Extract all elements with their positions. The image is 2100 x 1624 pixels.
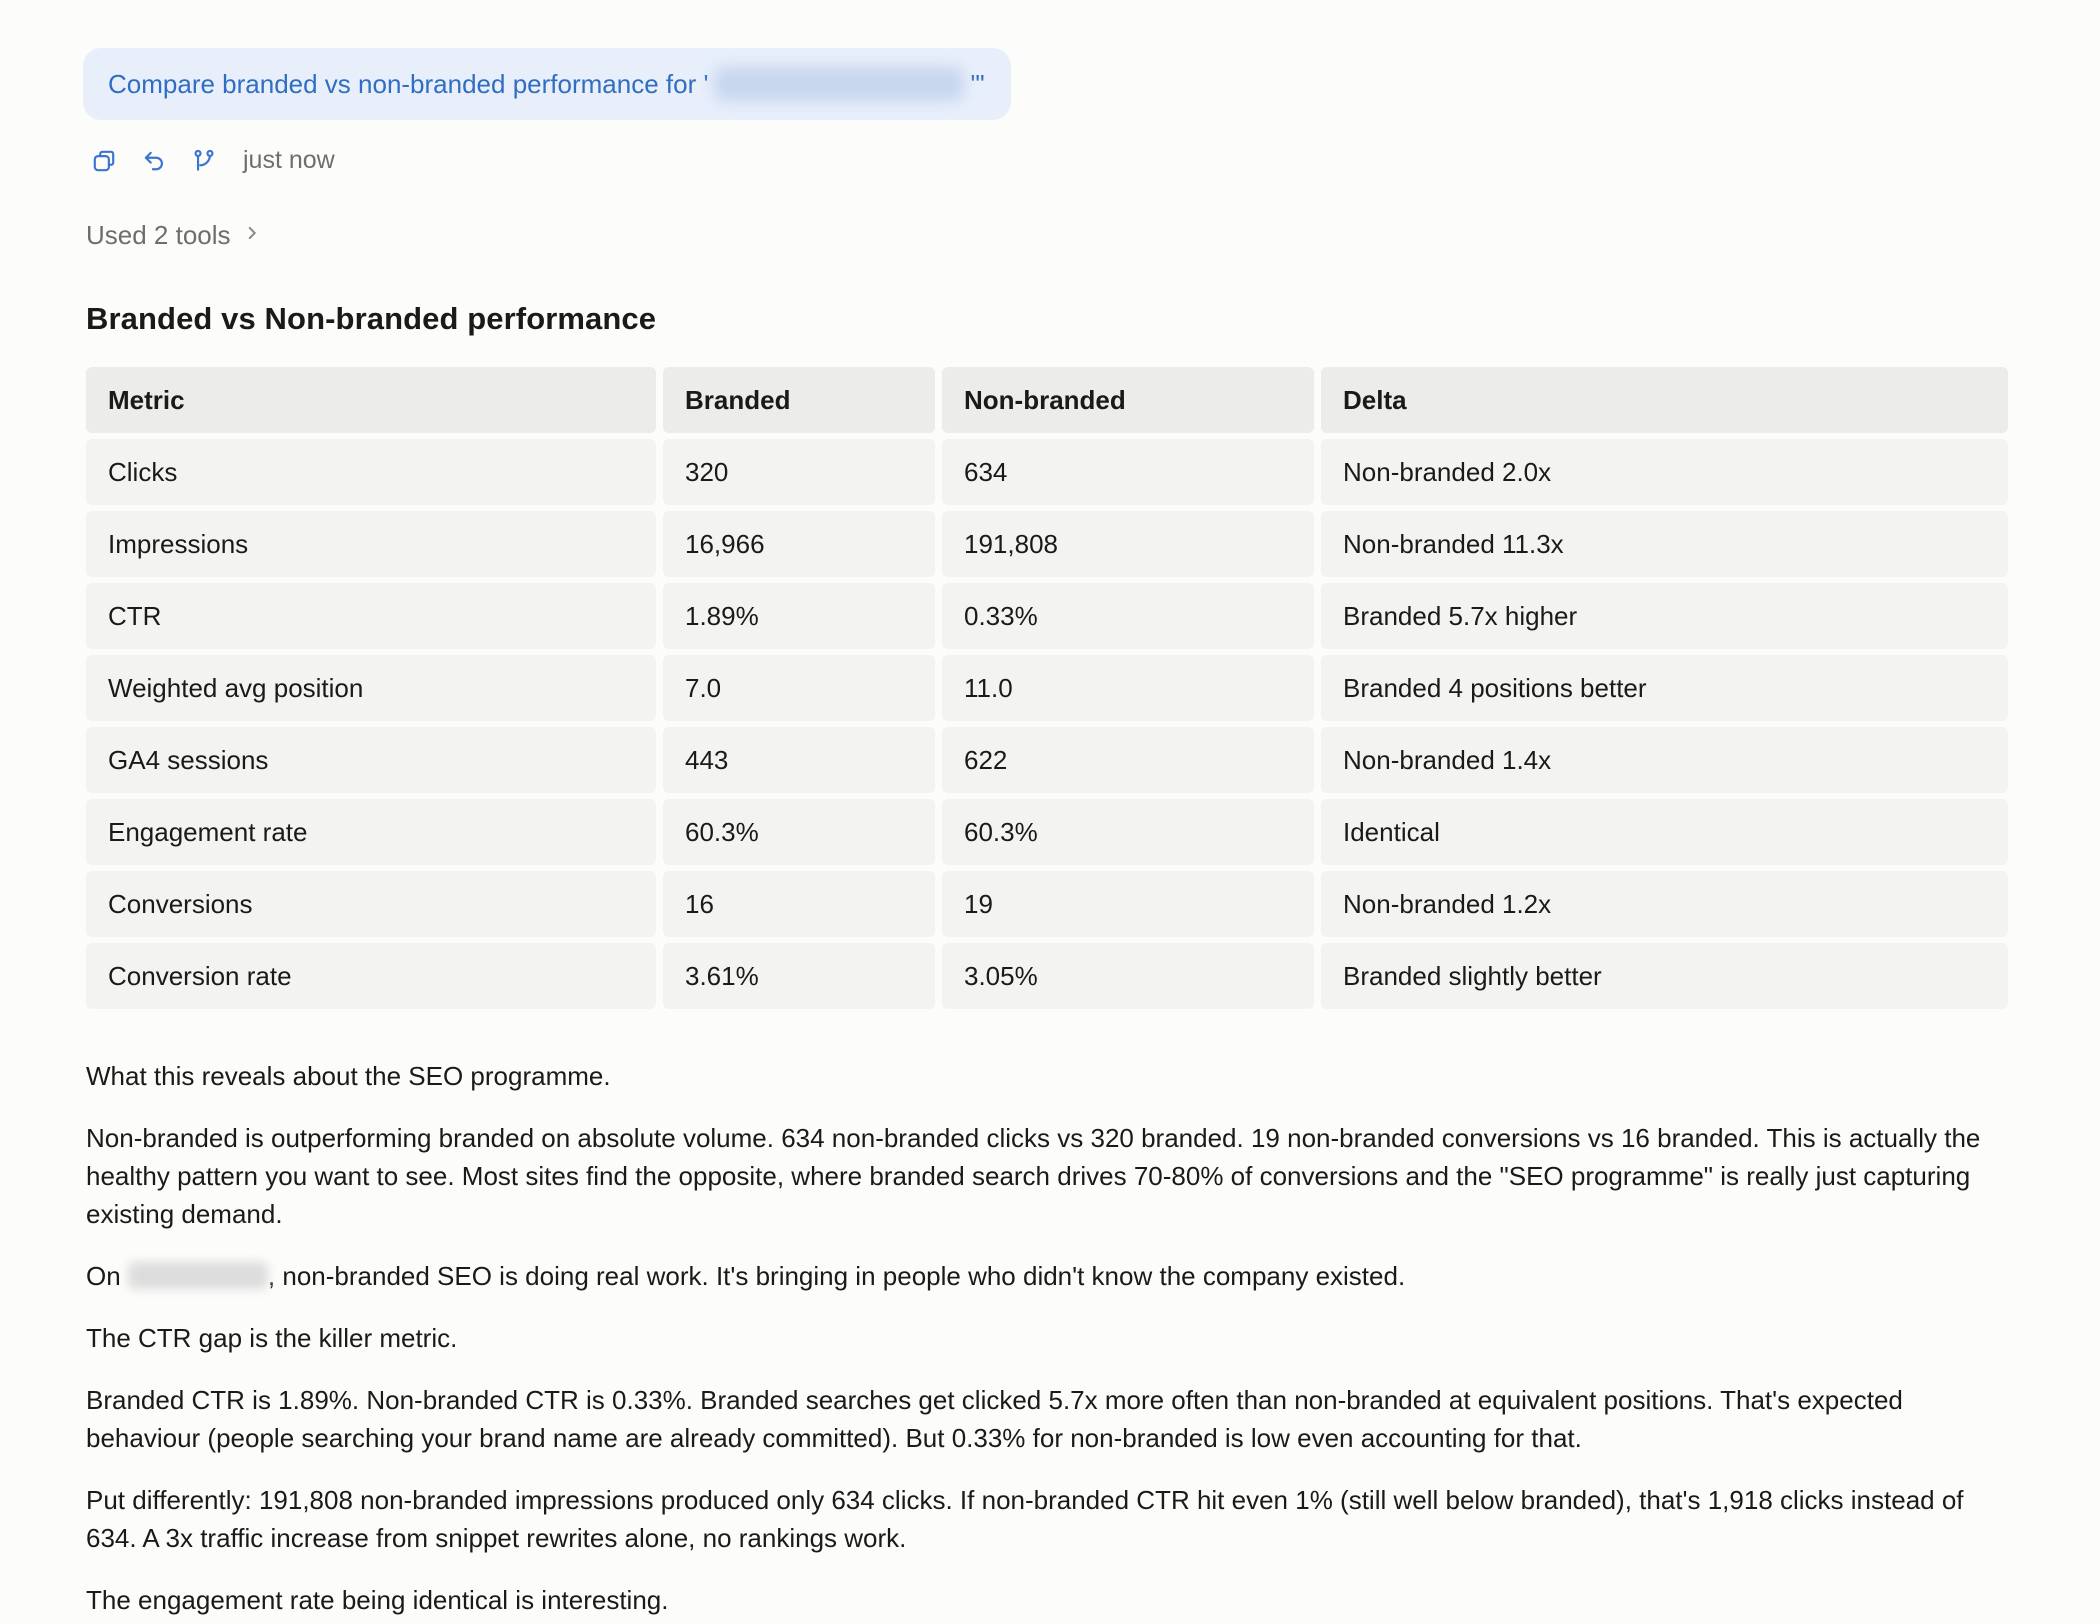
table-cell: 3.05% — [942, 943, 1314, 1009]
table-cell: Impressions — [86, 511, 656, 577]
table-body — [86, 439, 2008, 1009]
analysis-paragraph-7: The engagement rate being identical is interesting. — [86, 1585, 669, 1615]
table-cell: 3.61% — [663, 943, 935, 1009]
table-cell: Non-branded 2.0x — [1321, 439, 2008, 505]
redacted-company-name — [128, 1262, 268, 1289]
table-row — [86, 583, 2008, 649]
redacted-text — [714, 67, 964, 101]
table-cell: 1.89% — [663, 583, 935, 649]
table-cell: 11.0 — [942, 655, 1314, 721]
table-header — [86, 367, 2008, 433]
message-actions-row — [86, 146, 2016, 175]
copy-icon — [91, 148, 117, 174]
paragraph-3-text-after: , non-branded SEO is doing real work. It's bringing in people who didn't know the company existed. — [267, 1261, 1406, 1291]
column-header-branded: Branded — [663, 367, 935, 433]
comparison-table — [79, 361, 2015, 1015]
table-row — [86, 439, 2008, 505]
analysis-paragraph-3 — [86, 1257, 2016, 1295]
message-timestamp: just now — [243, 146, 335, 174]
table-cell: Branded slightly better — [1321, 943, 2008, 1009]
retry-button[interactable] — [141, 148, 167, 174]
analysis-paragraph-2: Non-branded is outperforming branded on absolute volume. 634 non-branded clicks vs 320 branded. 19 non-branded conversions vs 16 branded. This is actually the healthy pattern you want to see. Most sites find the opposite, where branded search drives 70-80% of conversions and the "SEO programme" is really just capturing existing demand. — [86, 1123, 1981, 1229]
table-cell: Conversions — [86, 871, 656, 937]
analysis-paragraph-1: What this reveals about the SEO programme. — [86, 1061, 611, 1091]
chevron-right-icon — [241, 219, 263, 251]
column-header-metric: Metric — [86, 367, 656, 433]
user-message-text-after: '" — [970, 68, 985, 99]
tools-summary-label: Used 2 tools — [86, 219, 231, 250]
table-row — [86, 511, 2008, 577]
table-row — [86, 727, 2008, 793]
paragraph-3-text-before: On — [86, 1261, 128, 1291]
column-header-non-branded: Non-branded — [942, 367, 1314, 433]
table-cell: 60.3% — [663, 799, 935, 865]
table-header-row — [86, 367, 2008, 433]
copy-button[interactable] — [91, 148, 117, 174]
table-cell: 320 — [663, 439, 935, 505]
table-cell: Clicks — [86, 439, 656, 505]
table-row — [86, 655, 2008, 721]
table-cell: 16,966 — [663, 511, 935, 577]
table-cell: Identical — [1321, 799, 2008, 865]
table-row — [86, 871, 2008, 937]
table-cell: Engagement rate — [86, 799, 656, 865]
table-row — [86, 799, 2008, 865]
table-cell: 443 — [663, 727, 935, 793]
table-cell: 622 — [942, 727, 1314, 793]
analysis-paragraph-4: The CTR gap is the killer metric. — [86, 1323, 458, 1353]
user-message-text-before: Compare branded vs non-branded performance for ' — [108, 68, 709, 99]
table-cell: 60.3% — [942, 799, 1314, 865]
analysis-paragraph-6: Put differently: 191,808 non-branded impressions produced only 634 clicks. If non-branded CTR hit even 1% (still well below branded), that's 1,918 clicks instead of 634. A 3x traffic increase from snippet rewrites alone, no rankings work. — [86, 1485, 1964, 1553]
table-cell: CTR — [86, 583, 656, 649]
user-message-bubble[interactable] — [83, 48, 1011, 120]
article-heading: Branded vs Non-branded performance — [86, 301, 657, 336]
table-cell: Non-branded 11.3x — [1321, 511, 2008, 577]
retry-icon — [141, 148, 167, 174]
analysis-paragraph-5: Branded CTR is 1.89%. Non-branded CTR is 0.33%. Branded searches get clicked 5.7x more often than non-branded at equivalent positions. That's expected behaviour (people searching your brand name are already committed). But 0.33% for non-branded is low even accounting for that. — [86, 1385, 1903, 1453]
table-cell: 191,808 — [942, 511, 1314, 577]
column-header-delta: Delta — [1321, 367, 2008, 433]
table-cell: 19 — [942, 871, 1314, 937]
table-cell: Non-branded 1.2x — [1321, 871, 2008, 937]
table-cell: Branded 4 positions better — [1321, 655, 2008, 721]
table-cell: 16 — [663, 871, 935, 937]
table-cell: 0.33% — [942, 583, 1314, 649]
table-cell: 634 — [942, 439, 1314, 505]
table-cell: Branded 5.7x higher — [1321, 583, 2008, 649]
table-cell: Conversion rate — [86, 943, 656, 1009]
table-cell: Non-branded 1.4x — [1321, 727, 2008, 793]
table-row — [86, 943, 2008, 1009]
table-cell: 7.0 — [663, 655, 935, 721]
branch-icon — [191, 148, 217, 174]
branch-button[interactable] — [191, 148, 217, 174]
tools-summary-toggle[interactable] — [86, 219, 263, 251]
table-cell: Weighted avg position — [86, 655, 656, 721]
table-cell: GA4 sessions — [86, 727, 656, 793]
